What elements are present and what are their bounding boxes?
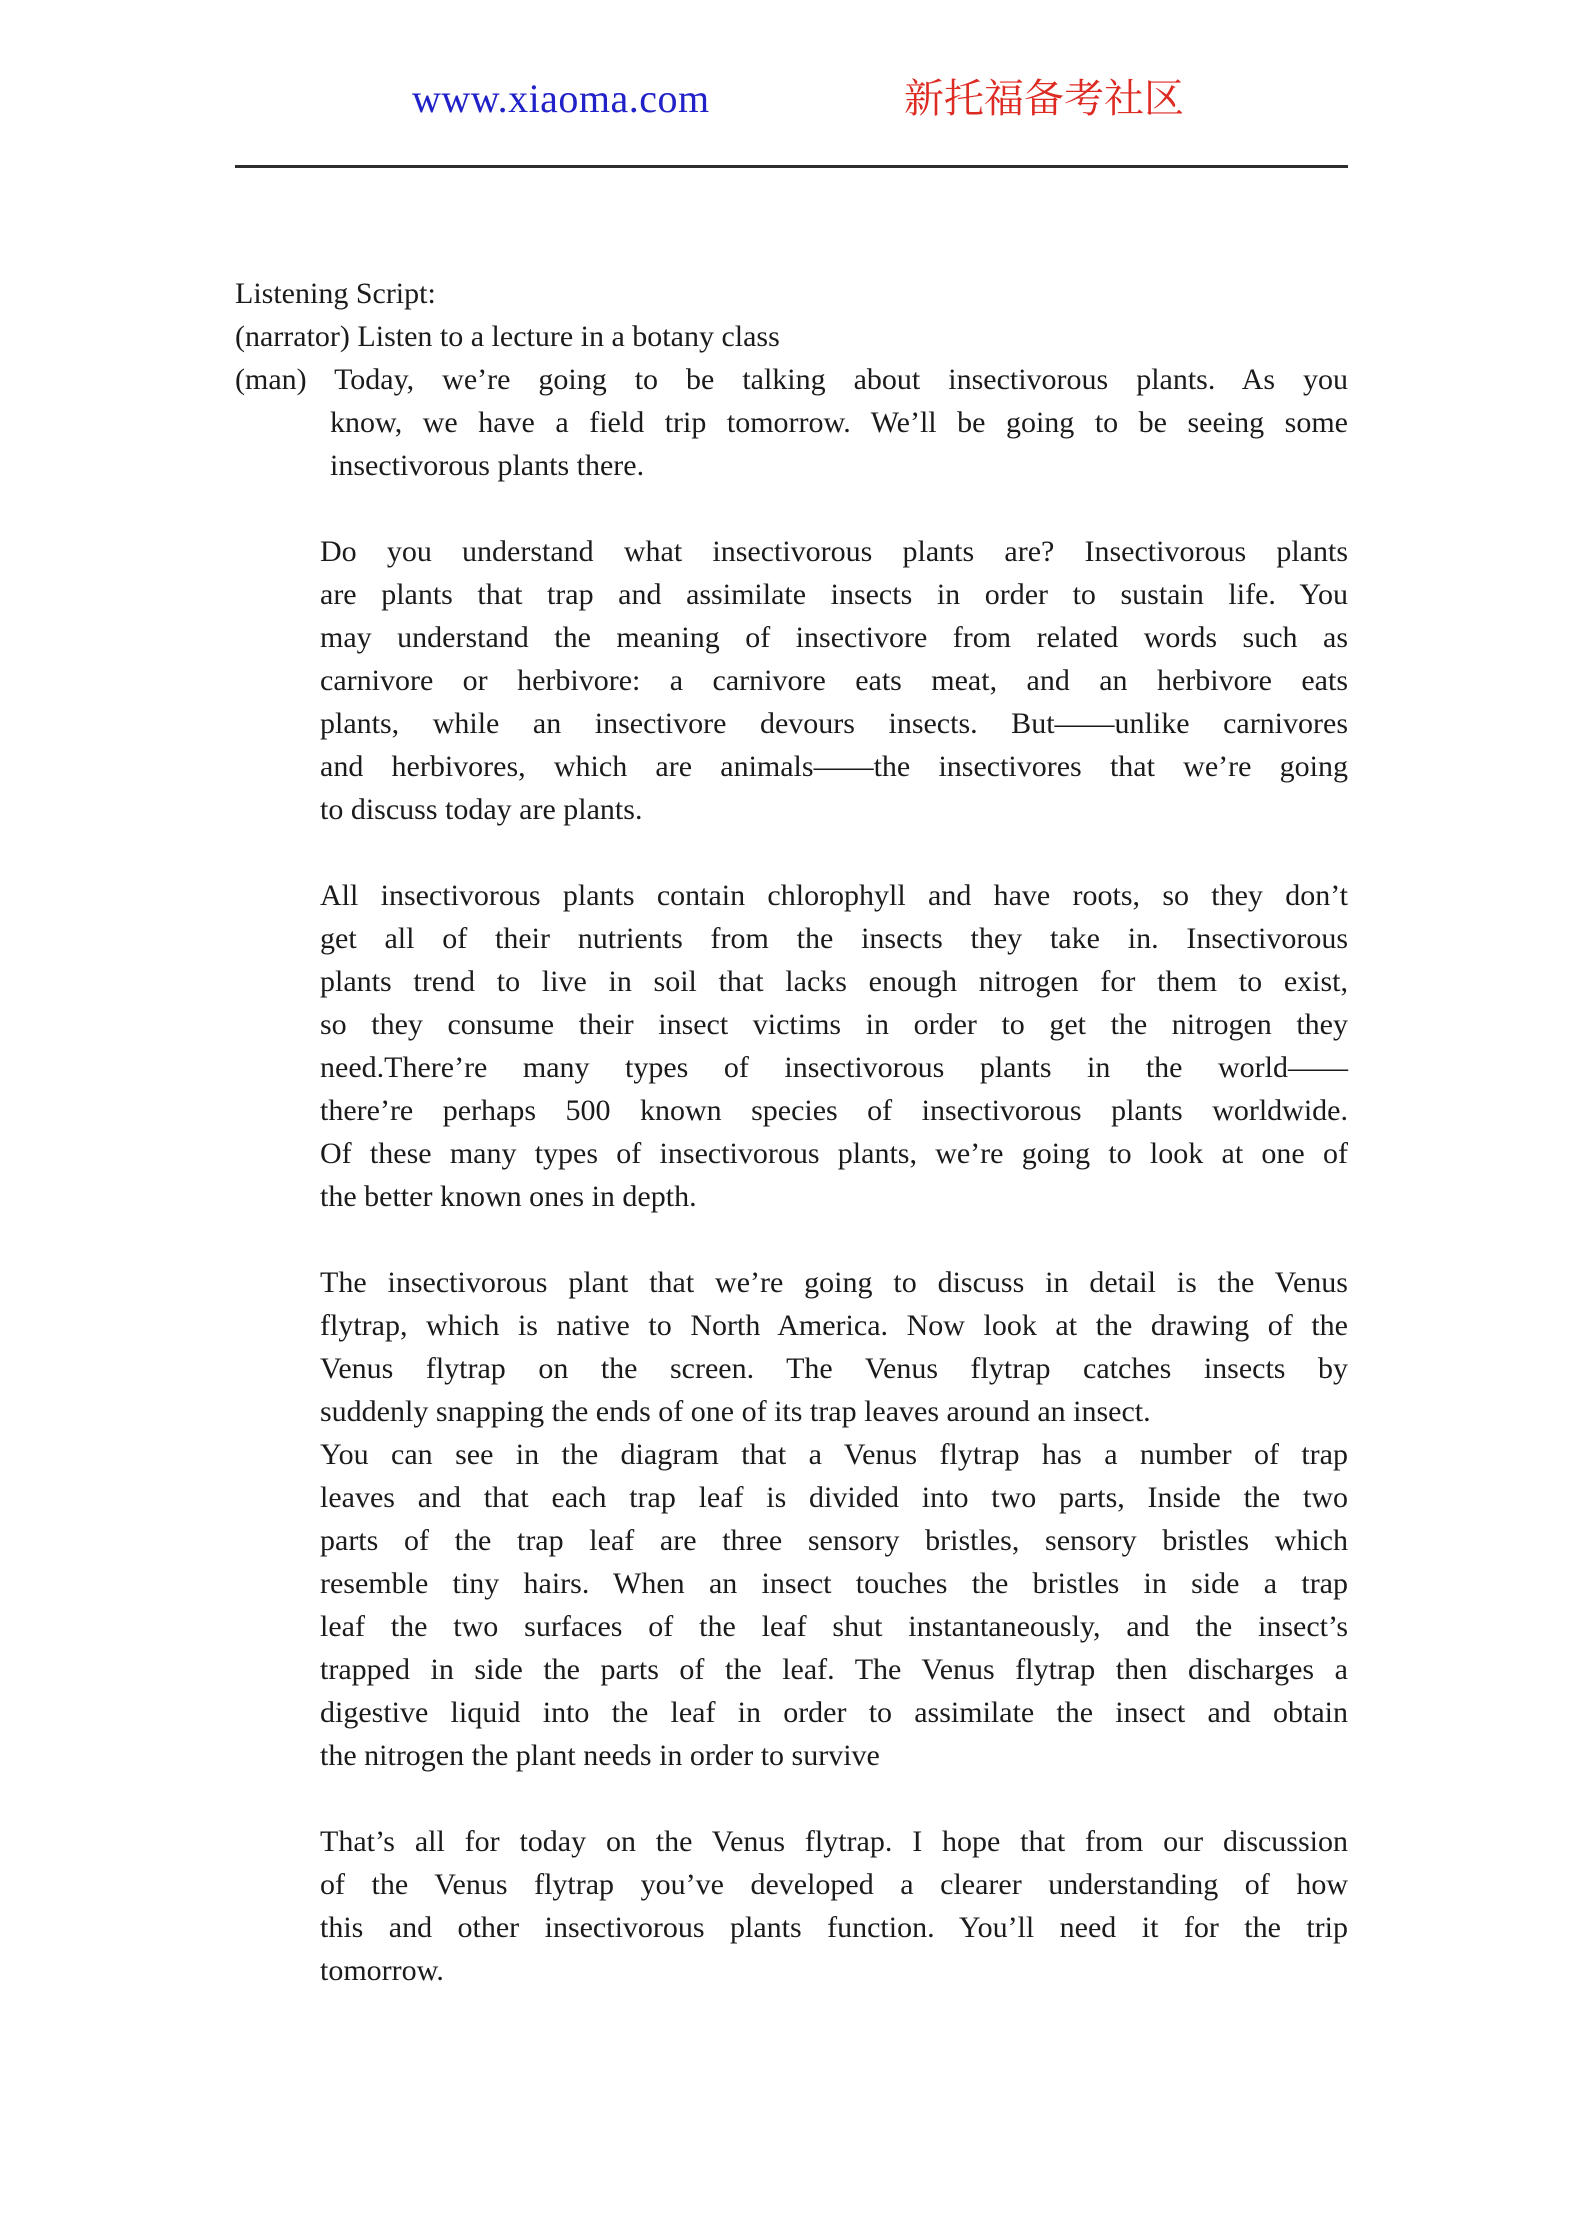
- script-paragraph: [235, 358, 1348, 487]
- script-line: plants, while an insectivore devours insects. But——unlike carnivores: [320, 707, 1348, 740]
- script-line: need.There’re many types of insectivorous plants in the world——: [320, 1051, 1348, 1084]
- script-line: parts of the trap leaf are three sensory bristles, sensory bristles which: [320, 1524, 1348, 1557]
- script-line: Of these many types of insectivorous plants, we’re going to look at one of: [320, 1137, 1348, 1170]
- script-line: suddenly snapping the ends of one of its trap leaves around an insect.: [320, 1395, 1151, 1428]
- script-line: plants trend to live in soil that lacks enough nitrogen for them to exist,: [320, 965, 1348, 998]
- script-line: to discuss today are plants.: [320, 793, 643, 826]
- script-line: so they consume their insect victims in order to get the nitrogen they: [320, 1008, 1348, 1041]
- script-line: the better known ones in depth.: [320, 1180, 697, 1213]
- script-line: flytrap, which is native to North America. Now look at the drawing of the: [320, 1309, 1348, 1342]
- script-line: the nitrogen the plant needs in order to survive: [320, 1739, 880, 1772]
- script-line: resemble tiny hairs. When an insect touches the bristles in side a trap: [320, 1567, 1348, 1600]
- script-line: leaves and that each trap leaf is divided into two parts, Inside the two: [320, 1481, 1348, 1514]
- script-line: Venus flytrap on the screen. The Venus flytrap catches insects by: [320, 1352, 1348, 1385]
- script-paragraph: [235, 874, 1348, 1218]
- script-paragraph: [235, 530, 1348, 831]
- script-line: this and other insectivorous plants function. You’ll need it for the trip: [320, 1911, 1348, 1944]
- script-paragraph: [235, 1261, 1348, 1433]
- script-line: [235, 358, 1348, 401]
- narrator-line: (narrator) Listen to a lecture in a botany class: [235, 320, 780, 353]
- script-line: carnivore or herbivore: a carnivore eats meat, and an herbivore eats: [320, 664, 1348, 697]
- script-line: digestive liquid into the leaf in order to assimilate the insect and obtain: [320, 1696, 1348, 1729]
- script-line: That’s all for today on the Venus flytrap. I hope that from our discussion: [320, 1825, 1348, 1858]
- script-line: of the Venus flytrap you’ve developed a clearer understanding of how: [320, 1868, 1348, 1901]
- script-line: trapped in side the parts of the leaf. The Venus flytrap then discharges a: [320, 1653, 1348, 1686]
- script-text: Today, we’re going to be talking about insectivorous plants. As you: [334, 363, 1348, 396]
- script-line: are plants that trap and assimilate insects in order to sustain life. You: [320, 578, 1348, 611]
- script-line: You can see in the diagram that a Venus flytrap has a number of trap: [320, 1438, 1348, 1471]
- script-line: may understand the meaning of insectivore from related words such as: [320, 621, 1348, 654]
- script-line: know, we have a field trip tomorrow. We’ll be going to be seeing some: [330, 406, 1348, 439]
- header-divider: [235, 165, 1348, 168]
- paragraphs-container: [235, 358, 1348, 1992]
- script-line: The insectivorous plant that we’re going to discuss in detail is the Venus: [320, 1266, 1348, 1299]
- speaker-label: (man): [235, 363, 307, 396]
- script-line: tomorrow.: [320, 1954, 444, 1987]
- script-heading: Listening Script:: [235, 277, 436, 310]
- community-name: 新托福备考社区: [904, 76, 1184, 121]
- script-line: insectivorous plants there.: [330, 449, 645, 482]
- script-line: Do you understand what insectivorous plants are? Insectivorous plants: [320, 535, 1348, 568]
- script-paragraph: [235, 1433, 1348, 1777]
- script-paragraph: [235, 1820, 1348, 1992]
- script-line: leaf the two surfaces of the leaf shut instantaneously, and the insect’s: [320, 1610, 1348, 1643]
- site-url-link[interactable]: www.xiaoma.com: [412, 76, 710, 121]
- script-body: [235, 272, 1348, 1992]
- script-line: and herbivores, which are animals——the insectivores that we’re going: [320, 750, 1348, 783]
- script-line: All insectivorous plants contain chlorophyll and have roots, so they don’t: [320, 879, 1348, 912]
- script-line: there’re perhaps 500 known species of insectivorous plants worldwide.: [320, 1094, 1348, 1127]
- script-line: get all of their nutrients from the insects they take in. Insectivorous: [320, 922, 1348, 955]
